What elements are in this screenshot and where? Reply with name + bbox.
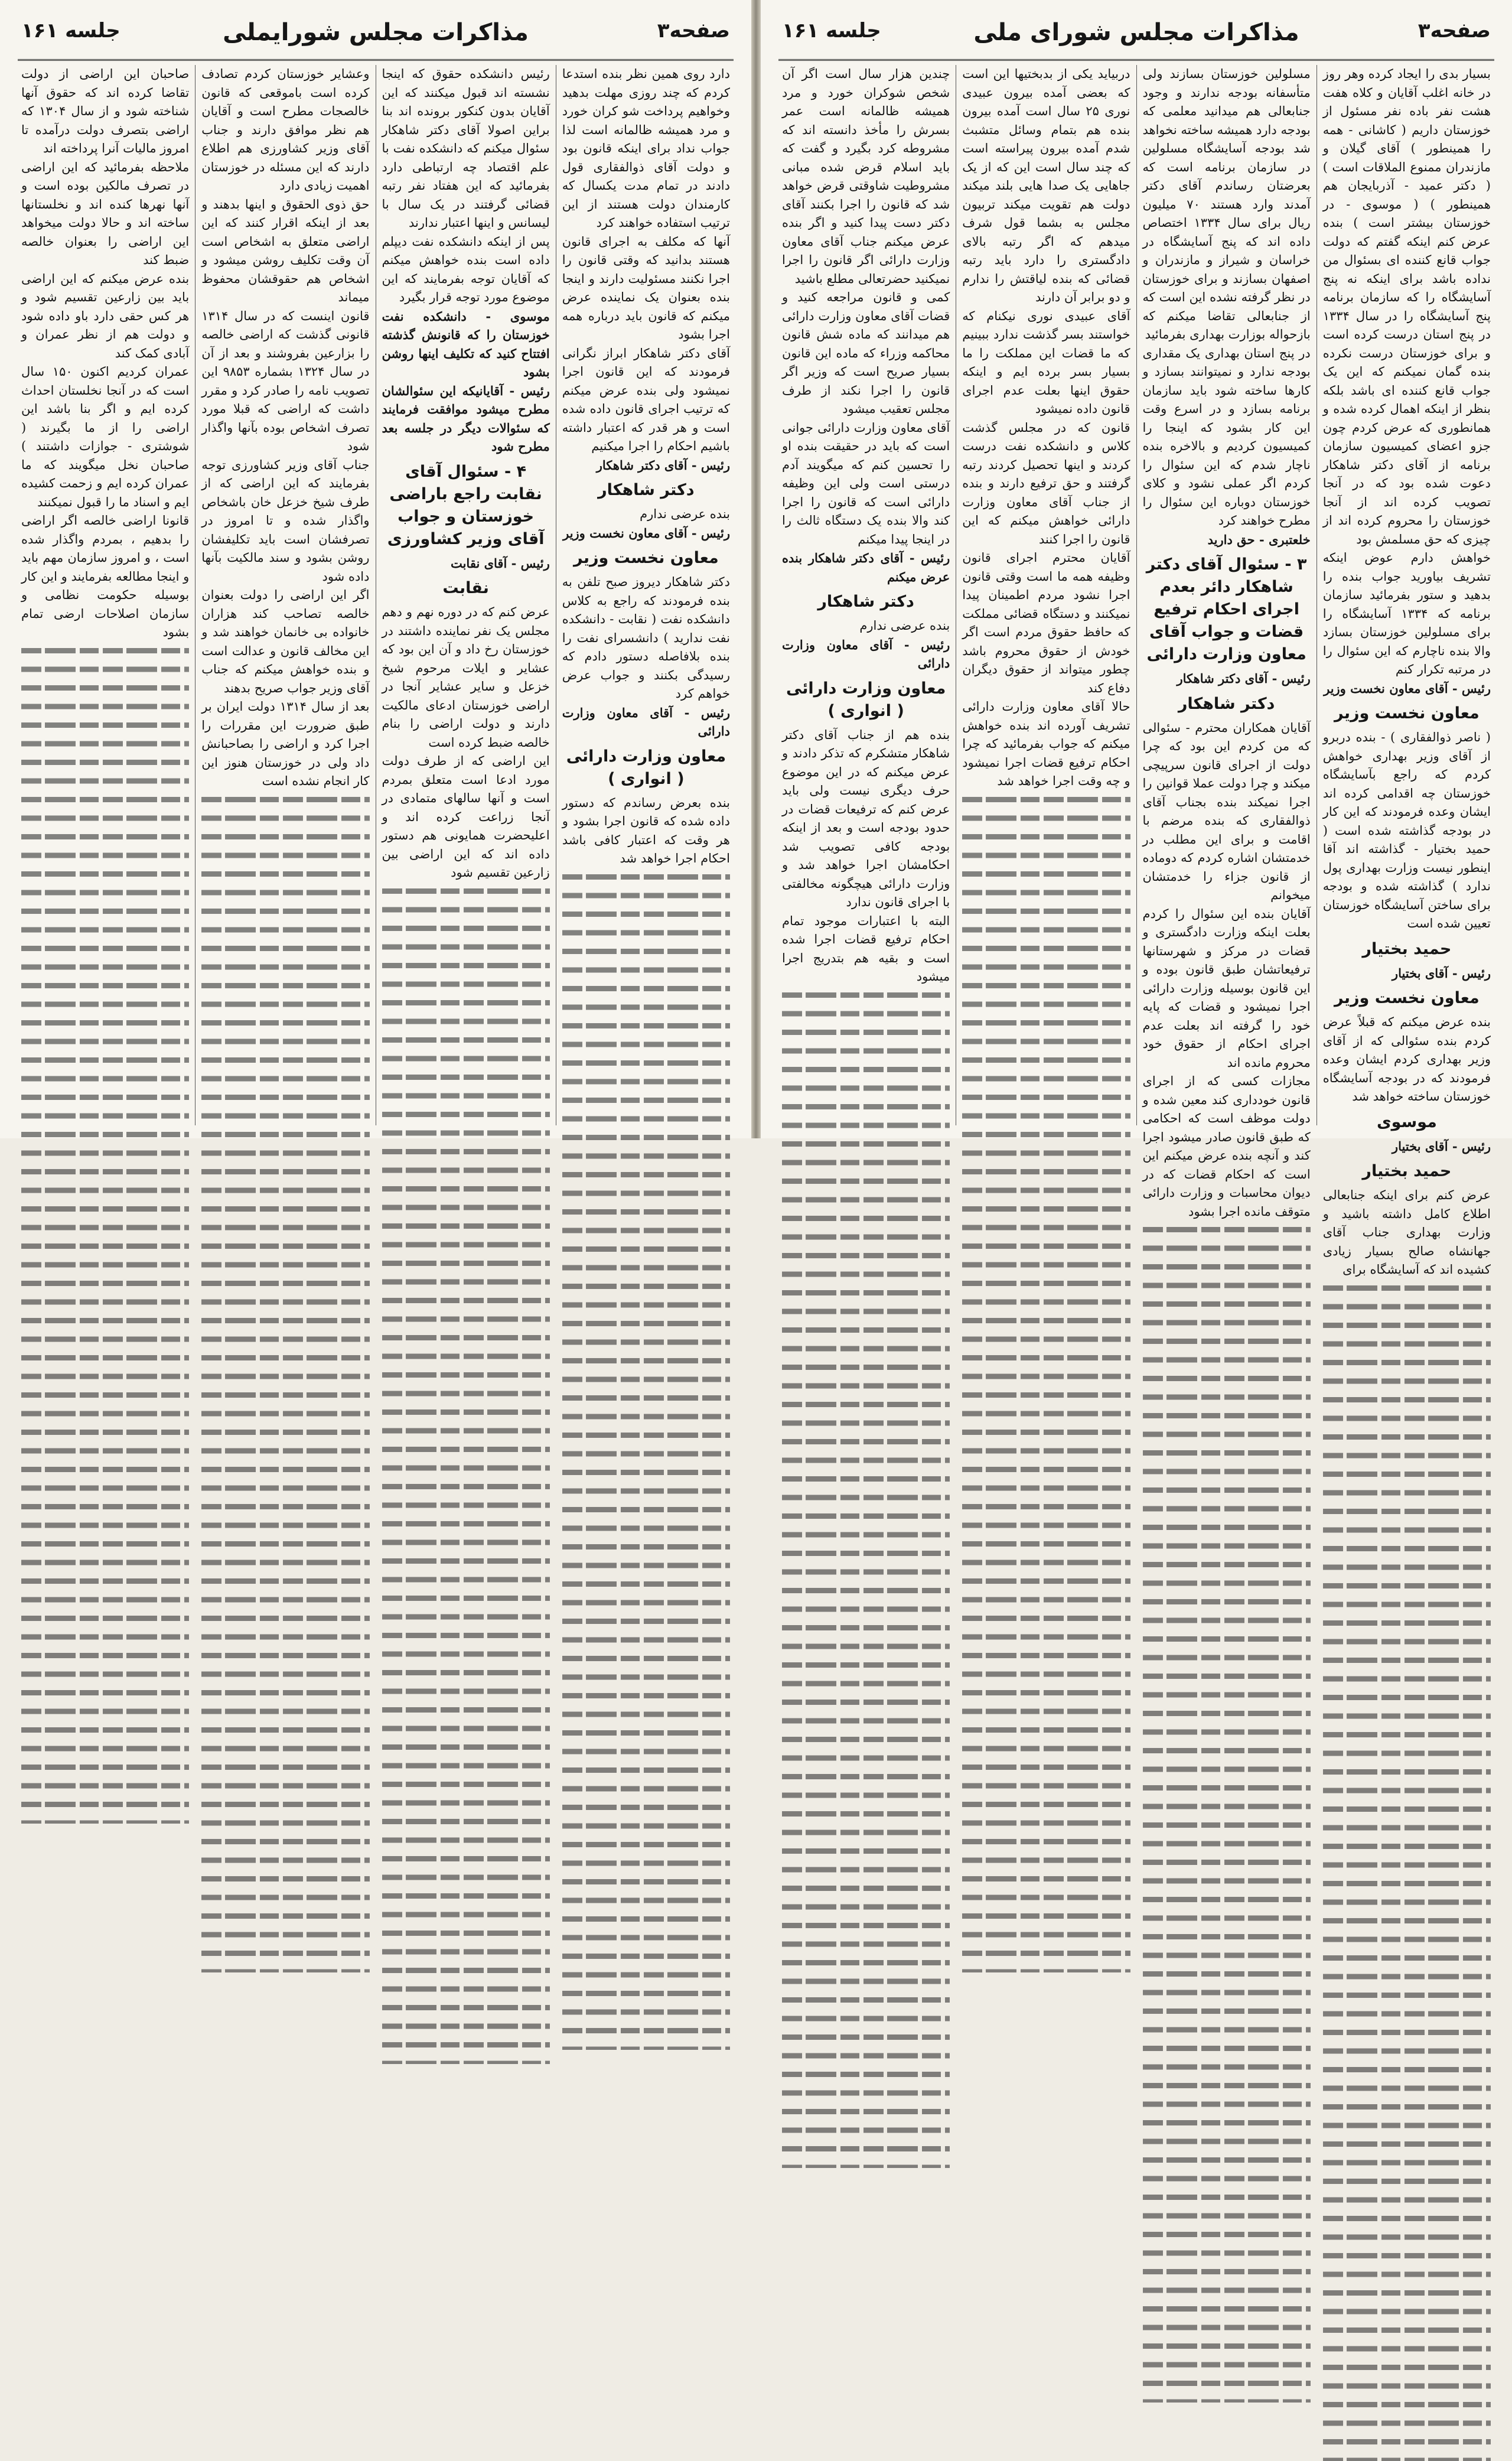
text-column bbox=[556, 65, 736, 1125]
section-heading: معاون وزارت دارائی ( انواری ) bbox=[786, 679, 946, 720]
page-header bbox=[778, 13, 1494, 61]
section-heading: معاون نخست وزیر bbox=[573, 549, 719, 567]
text-column bbox=[1137, 65, 1317, 1219]
session-number: جلسه ۱۶۱ bbox=[21, 19, 120, 43]
text-column bbox=[956, 65, 1136, 1125]
paragraph: آقای دکتر شاهکار ابراز نگرانی فرمودند که این قانون اجرا نمیشود ولی بنده عرض میکنم که ترتیب اجرای قانون داده شده است و هر قدر که اعتبار داشته باشیم احکام را اجرا میکنیم bbox=[562, 346, 730, 453]
paragraph: قانونا اراضی خالصه اگر اراضی را بدهیم ، بمردم واگذار شده است ، و امروز سازمان مهم باید و اینجا مطالعه بفرمایند و این کار بوسیله حکومت نظامی و سازمان اصلاحات ارضی تمام بشود bbox=[21, 513, 190, 639]
paragraph: بنده عرضی ندارم bbox=[640, 507, 730, 521]
paragraph: حالا آقای معاون وزارت دارائی تشریف آورده اند بنده خواهش میکنم که جواب بفرمائید که چرا احکام ترفیع قضات اجرا نمیشود و چه وقت اجرا خواهد شد bbox=[962, 699, 1130, 788]
speaker-line: رئیس - آقای دکتر شاهکار بنده عرض میکنم bbox=[782, 551, 950, 584]
paragraph: رئیس دانشکده حقوق که اینجا نشسته اند قبول میکنند که این آقایان بدون کنکور برونده اند بنا براین اصولا آقای دکتر شاهکار سئوال میکنم که دانشکده نفت با علم اقتصاد چه ارتباطی دارد بفرمائید که این هفتاد نفر رتبه قضائی گرفتند در یک سال با لیسانس و اینها اعتبار ندارند bbox=[382, 67, 550, 230]
paragraph: وعشایر خوزستان کردم تصادف کرده است باموقعی که قانون خالصجات مطرح است و آقایان هم نظر موافق دارند و جناب آقای وزیر کشاورزی هم اطلاع دارند که این مسئله در خوزستان اهمیت زیادی دارد bbox=[201, 67, 370, 193]
continued-text-lines bbox=[21, 642, 189, 1824]
section-heading: معاون نخست وزیر bbox=[1334, 704, 1480, 722]
paragraph: بنده عرض میکنم که قبلاً عرض کردم بنده سئوالی که از آقای وزیر بهداری کردم ایشان وعده فرمودند که در بودجه آسایشگاه خوزستان ساخته خواهد شد bbox=[1322, 1015, 1491, 1103]
continued-text-lines bbox=[782, 987, 950, 2168]
paragraph: جناب آقای وزیر کشاورزی توجه بفرمایند که این اراضی که از طرف شیخ خزعل خان باشخاص واگذار شده و تا امروز در تصرفشان است باید تکلیفشان روشن بشود و سند مالکیت بآنها داده شود bbox=[201, 457, 370, 584]
paragraph: حق ذوی الحقوق و اینها بدهند و بعد از اینکه اقرار کنند که این اراضی متعلق به اشخاص است آن وقت تکلیف روشن میشود و اشخاص هم حقوقشان محفوظ میماند bbox=[201, 197, 370, 304]
continued-text-lines bbox=[1143, 1221, 1311, 2403]
page-header bbox=[18, 13, 734, 61]
speaker-line: رئیس - آقای دکتر شاهکار bbox=[596, 457, 730, 473]
paragraph: چندین هزار سال است اگر آن شخص شوکران خورد و مرد همیشه ظالمانه است عمر بسرش را مأخذ دانسته اند که مشروطه کرد بگیرد و گفت که باید اسلام قرض شده مبانی مشروطیت شاوقتی قرض خواهد شد که قانون را اجرا بکنند آقای دکتر دست پیدا کنید و اگر بنده عرض میکنم جناب آقای معاون وزارت دارائی اگر قانون را اجرا نمیکنید حضرتعالی مطلع باشید bbox=[782, 67, 950, 286]
paragraph: بنده عرضی ندارم bbox=[859, 618, 950, 633]
paragraph: آقایان محترم اجرای قانون وظیفه همه ما است وقتی قانون اجرا نشود مردم اطمینان پیدا نمیکنند و دستگاه قضائی مملکت که حافظ حقوق مردم است اگر خودش از حقوق محروم باشد چطور میتواند از حقوق دیگران دفاع کند bbox=[962, 551, 1130, 695]
continued-text-lines bbox=[562, 868, 730, 2050]
section-heading: موسوی bbox=[1376, 1112, 1437, 1131]
section-heading: دکتر شاهکار bbox=[817, 593, 914, 611]
speaker-line: رئیس - آقای معاون نخست وزیر bbox=[563, 525, 730, 541]
paragraph: مسلولین خوزستان بسازند ولی متأسفانه بودجه ندارند و وجود جنابعالی هم میدانید معلمی که بودجه دارد همیشه ساخته نخواهد شد بودجه آسایشگاه مسلولین در سازمان برنامه است که بعرضتان رساندم آقای دکتر آمدند وارد هستند ۷۰ میلیون ریال برای سال ۱۳۳۴ اختصاص داده اند که پنج آسایشگاه در خراسان و شیراز و مازندران و اصفهان بسازند و برای خوزستان در نظر گرفته نشده این است که از جنابعالی تقاضا میکنم که بازحواله بوزارت بهداری بفرمائید bbox=[1142, 67, 1311, 341]
paragraph: دکتر شاهکار دیروز صبح تلفن به بنده فرمودند که راجع به کلاس دانشکده نفت ( نقابت - دانشکده نفت ندارید ) دانشسرای نفت را بنده بلافاصله دستور دادم که رسیدگی بکنند و جواب عرض خواهم کرد bbox=[562, 575, 730, 701]
paragraph: خواهش دارم عوض اینکه تشریف بیاورید جواب بنده را بدهید و ستور بفرمائید سازمان برنامه که ۱۳۳۴ آسایشگاه را برای مسلولین خوزستان بسازد والا بنده ناچارم که این سئوال را در مرتبه تکرار کنم bbox=[1322, 551, 1491, 676]
section-heading: ۳ - سئوال آقای دکتر شاهکار دائر بعدم اجرای احکام ترفیع قضات و جواب آقای معاون وزارت دارائی bbox=[1146, 555, 1307, 663]
paragraph: بسیار بدی را ایجاد کرده وهر روز در خانه اغلب آقایان و کلاه هفت هشت نفر باده نفر مسئول از خوزستان داریم ( کاشانی - همه را همینطور ) آقای گیلان و مازندران ممنوع الملاقات است ) ( دکتر عمید - آذربایجان هم همینطور ) ( موسوی - در خوزستان بیشتر است ) بنده عرض کنم اینکه گفتم که دولت جواب قانع کننده ای بسئوال من نداده باشد برای اینکه نه پنج آسایشگاه را که سازمان برنامه پنج آسایشگاه را در سال ۱۳۳۴ در پنج استان درست کرده است و برای خوزستان درست نکرده بنده گمان نمیکنم که این یک جواب قانع کننده ای باشد بلکه بنظر از اینکه اهمال کرده شده و همانطوری که عرض کردم چون جزو اعضای کمیسیون سازمان برنامه از آقای دکتر شاهکار دعوت شده بود که در آنجا تصویب کرده اند از آنجا خوزستان را محروم کرده اند از چیزی که حق مسلمش بود bbox=[1322, 67, 1491, 546]
speaker-line: رئیس - آقای دکتر شاهکار bbox=[1177, 671, 1311, 686]
paragraph: در پنج استان بهداری یک مقداری بودجه ندارد و نمیتوانند بسازد و کارها ساخته شود باید سازمان برنامه بسازد و در اسرع وقت این کار بشود که اینجا را کمیسیون کردیم و بالاخره بنده ناچار شدم که این سئوال را کردم اگر عملی نشود و کلای خوزستان دوباره این سئوال را مطرح خواهند کرد bbox=[1142, 346, 1311, 528]
text-column bbox=[1317, 65, 1497, 1277]
text-columns bbox=[15, 65, 736, 1125]
paragraph: دربیاید یکی از بدبختیها این است که بعضی آمده بیرون عبیدی نوری ۲۵ سال است آمده بیرون بنده هم بتمام وسائل متشبث شدم آمده بیرون پیراسته است که چند سال است این که از یک جاهایی یک صدا هایی بلند میکند دولت هم تقویت میکند تربیون مجلس به بشما قول شرف میدهم که اگر رتبه بالای دادگستری را دارد باید رتبه قضائی که بنده لیاقتش را ندارم و دو برابر آن دارند bbox=[962, 67, 1130, 304]
section-heading: ۴ - سئوال آقای نقابت راجع باراضی خوزستان و جواب آقای وزیر کشاورزی bbox=[387, 462, 545, 548]
paragraph: آقای عبیدی نوری نیکنام که خواستند بسر گذشت ندارد ببینیم که ما قضات این مملکت را ما بسیار بسر برده ایم و اینکه حقوق اینها بعلت عدم اجرای قانون داده نمیشود bbox=[962, 308, 1130, 416]
speaker-line: رئیس - آقای بختیار bbox=[1392, 965, 1491, 981]
speaker-line: رئیس - آقای نقابت bbox=[450, 555, 550, 571]
paragraph: این اراضی که از طرف دولت مورد ادعا است متعلق بمردم است و آنها سالهای متمادی در آنجا زراعت کرده اند و اعلیحضرت همایونی هم دستور داده اند که این اراضی بین زارعین تقسیم شود bbox=[382, 754, 550, 880]
paragraph: بنده عرض میکنم که این اراضی باید بین زارعین تقسیم شود و هر کس حقی دارد باو داده شود و دولت هم از نظر عمران و آبادی کمک کند bbox=[21, 271, 190, 360]
speaker-line: رئیس - آقای معاون وزارت دارائی bbox=[782, 637, 950, 670]
paragraph: مجازات کسی که از اجرای قانون خودداری کند معین شده و دولت موظف است که احکامی که طبق قانون صادر میشود اجرا کند و آنچه بنده عرض میکنم این است که احکام قضات که در دیوان محاسبات و وزارت دارائی متوقف مانده اجرا بشود bbox=[1142, 1074, 1311, 1219]
section-heading: دکتر شاهکار bbox=[598, 481, 695, 499]
session-number: جلسه ۱۶۱ bbox=[782, 19, 881, 43]
paragraph: پس از اینکه دانشکده نفت دیپلم داده است بنده خواهش میکنم که آقایان توجه بفرمایند که این موضوع مورد توجه قرار بگیرد bbox=[382, 234, 550, 304]
paragraph: عمران کردیم اکنون ۱۵۰ سال است که در آنجا نخلستان احداث کرده ایم و اگر بنا باشد این اراضی را از ما بگیرند ( شوشتری - جوازات داشتند ) صاحبان نخل میگویند که ما عمران کرده ایم و زحمت کشیده ایم و اسناد ما را قبول نمیکنند bbox=[21, 364, 190, 509]
paragraph: صاحبان این اراضی از دولت تقاضا کرده اند که حقوق آنها شناخته شود و از سال ۱۳۰۴ که اراضی بتصرف دولت درآمده تا امروز مالیات آنرا پرداخته اند bbox=[21, 67, 190, 155]
left-page bbox=[0, 0, 751, 1138]
paragraph: بنده بعرض رساندم که دستور داده شده که قانون اجرا بشود و هر وقت که اعتبار کافی باشد احکام اجرا خواهد شد bbox=[562, 795, 730, 865]
paragraph: البته با اعتبارات موجود تمام احکام ترفیع قضات اجرا شده است و بقیه هم بتدریج اجرا میشود bbox=[782, 913, 950, 984]
speaker-line: رئیس - آقای معاون وزارت دارائی bbox=[562, 705, 730, 738]
paragraph: قانون اینست که در سال ۱۳۱۴ قانونی گذشت که اراضی خالصه را بزارعین بفروشند و بعد از آن در سال ۱۳۲۴ بشماره ۹۸۵۳ این تصویب نامه را صادر کرد و مقرر داشت که اراضی که قبلا مورد تصرف اشخاص بوده بآنها واگذار شود bbox=[201, 308, 370, 453]
paragraph: ( ناصر ذوالفقاری ) - بنده دربرو از آقای وزیر بهداری خواهش کردم که راجع بآسایشگاه خوزستان چه اقدامی کرده اند ایشان وعده فرمودند که این کار در بودجه گذاشته شده است ( حمید بختیار - گذاشته اند آقا اینطور نیست وزارت بهداری پول ندارد ) گذاشته شده و بودجه برای ساختن آسایشگاه خوزستان تعیین شده است bbox=[1322, 730, 1491, 930]
continued-text-lines bbox=[382, 883, 550, 2064]
speaker-line: رئیس - آقای معاون نخست وزیر bbox=[1324, 681, 1491, 696]
text-column bbox=[195, 65, 376, 1125]
paragraph: دارد روی همین نظر بنده استدعا کردم که چند روزی مهلت بدهید وخواهیم پرداخت شو کران خورد و مرد همیشه ظالمانه است لذا جواب نداد برای اینکه قانون بود و دولت آقای ذوالفقاری قول دادند در تمام مدت یکسال که کارمندان دولت هستند از این ترتیب استفاده خواهند کرد bbox=[562, 67, 730, 230]
section-heading: حمید بختیار bbox=[1362, 939, 1452, 958]
text-column bbox=[15, 65, 195, 1125]
page-number: صفحه۳ bbox=[657, 19, 730, 43]
paragraph: عرض کنم برای اینکه جنابعالی اطلاع کامل داشته باشید و وزارت بهداری جناب آقای جهانشاه صالح بسیار زیادی کشیده اند که آسایشگاه برای bbox=[1322, 1188, 1491, 1277]
speaker-line: رئیس - آقایانیکه این سئوالشان مطرح میشود موافقت فرمایند که سئوالات دیگر در جلسه بعد مطرح شود bbox=[382, 383, 550, 454]
text-column bbox=[376, 65, 556, 1125]
continued-text-lines bbox=[1323, 1280, 1491, 2461]
speaker-line: موسوی - دانشکده نفت خوزستان را که قانونش گذشته افتتاح کنید که تکلیف اینها روشن بشود bbox=[382, 308, 550, 379]
section-heading: حمید بختیار bbox=[1362, 1162, 1452, 1180]
paragraph: بعد از سال ۱۳۱۴ دولت ایران بر طبق ضرورت این مقررات را اجرا کرد و اراضی را بصاحبانش داد ولی در خوزستان هنوز این کار انجام نشده است bbox=[201, 699, 370, 788]
paragraph: قانون که در مجلس گذشت کلاس و دانشکده نفت درست کردند و اینها تحصیل کردند رتبه گرفتند و حق ترفیع دارند و بنده از جناب آقای معاون وزارت دارائی خواهش میکنم که این قانون را اجرا کنند bbox=[962, 420, 1130, 546]
right-page bbox=[761, 0, 1512, 1277]
page-title: مذاکرات مجلس شورایملی bbox=[223, 19, 529, 46]
paragraph: بنده هم از جناب آقای دکتر شاهکار متشکرم که تذکر دادند و عرض میکنم که در این موضوع حرف دیگری نیست ولی باید عرض کنم که ترفیعات قضات در حدود بودجه است و بعد از اینکه بودجه کافی تصویب شد احکامشان اجرا خواهد شد و وزارت دارائی هیچگونه مخالفتی با اجرای قانون ندارد bbox=[782, 727, 950, 909]
paragraph: ملاحظه بفرمائید که این اراضی در تصرف مالکین بوده است و آنها نهرها کنده اند و نخلستانها ساخته اند و حالا دولت میخواهد این اراضی را بعنوان خالصه ضبط کند bbox=[21, 159, 190, 267]
paragraph: اگر این اراضی را دولت بعنوان خالصه تصاحب کند هزاران خانواده بی خانمان خواهند شد و این مخالف قانون و عدالت است و بنده خواهش میکنم که جناب آقای وزیر جواب صریح بدهند bbox=[201, 588, 370, 695]
page-title: مذاکرات مجلس شورای ملی bbox=[973, 19, 1299, 46]
paragraph: آقای معاون وزارت دارائی جوانی است که باید در حقیقت بنده او را تحسین کنم که میگویند آدم درستی است ولی این وظیفه دارائی است که قانون را اجرا کند والا بنده یک دستگاه ثالث را در اینجا پیدا میکنم bbox=[782, 420, 950, 546]
paragraph: عرض کنم که در دوره نهم و دهم مجلس یک نفر نماینده داشتند در خوزستان رخ داد و آن این بود که عشایر و ایلات مرحوم شیخ خزعل و سایر عشایر آنجا در اراضی خوزستان ادعای مالکیت دارند و دولت اراضی را بنام خالصه ضبط کرده است bbox=[382, 605, 550, 750]
continued-text-lines bbox=[201, 791, 369, 1972]
section-heading: نقابت bbox=[442, 579, 489, 597]
speaker-line: خلعتبری - حق دارید bbox=[1207, 532, 1311, 547]
page-number: صفحه۳ bbox=[1418, 19, 1491, 43]
paragraph: آقایان همکاران محترم - سئوالی که من کردم این بود که چرا دولت از اجرای قانون سرپیچی میکند و چرا دولت عملا قوانین را اجرا نمیکند بنده بجناب آقای ذوالفقاری که بنده مرضم با اقامت و برای این مطلب در خدمتشان اشاره کردم که دوماده از قانون جزاء را خدمتشان میخوانم bbox=[1142, 720, 1311, 902]
section-heading: معاون وزارت دارائی ( انواری ) bbox=[566, 747, 726, 788]
paragraph: کمی و قانون مراجعه کنید و قضات آقای معاون وزارت دارائی هم میدانند که ماده شش قانون محاکمه وزراء که ماده این قانون بسیار صریح است که وزیر اگر قانون را اجرا نکند از طرف مجلس تعقیب میشود bbox=[782, 290, 950, 416]
continued-text-lines bbox=[962, 791, 1130, 1972]
book-gutter bbox=[751, 0, 761, 1138]
text-column bbox=[776, 65, 956, 1125]
speaker-line: رئیس - آقای بختیار bbox=[1392, 1138, 1491, 1154]
section-heading: دکتر شاهکار bbox=[1178, 694, 1275, 713]
text-columns bbox=[776, 65, 1497, 1277]
paragraph: آقایان بنده این سئوال را کردم بعلت اینکه وزارت دادگستری و قضات در مرکز و شهرستانها ترفیعاتشان طبق قانون بوده و این قانون بوسیله وزارت دارائی اجرا نمیشود و قضات که پایه خود را گرفته اند بعلت عدم اجرای احکام از حقوق خود محروم مانده اند bbox=[1142, 906, 1311, 1070]
section-heading: معاون نخست وزیر bbox=[1334, 989, 1480, 1007]
paragraph: آنها که مکلف به اجرای قانون هستند بدانید که وقتی قانون را اجرا نکنند مسئولیت دارند و اینجا بنده بعنوان یک نماینده عرض میکنم که قانون باید درباره همه اجرا بشود bbox=[562, 234, 730, 341]
